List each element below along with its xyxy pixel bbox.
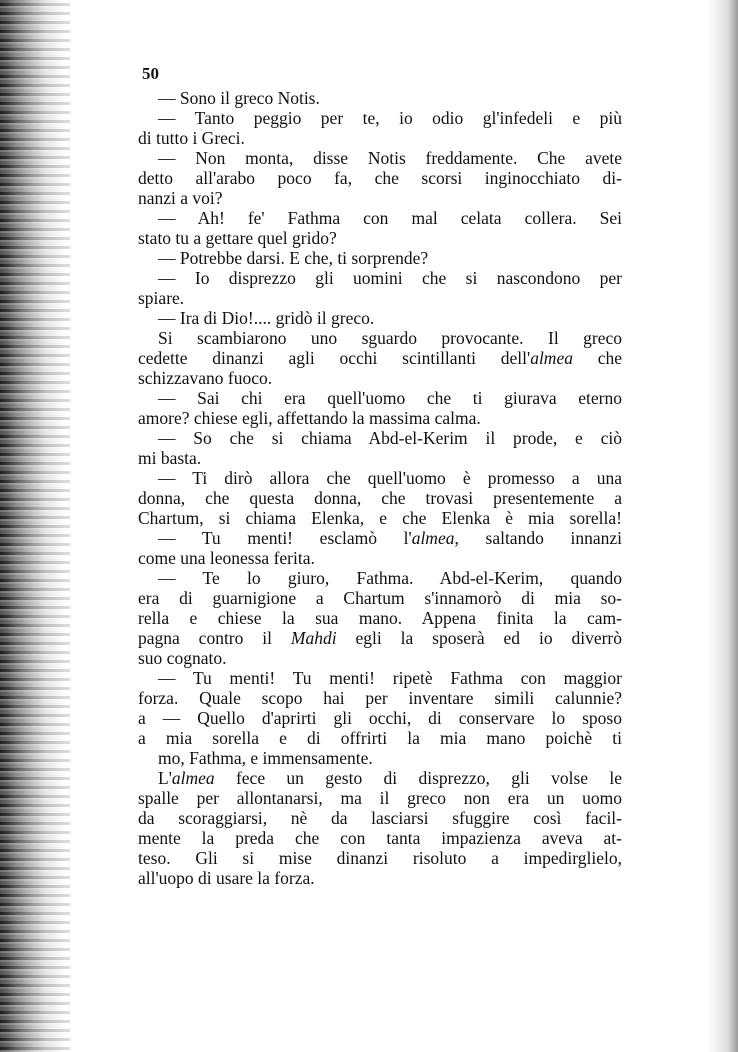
text-line (138, 428, 622, 448)
text-segment: — Te lo giuro, Fathma. Abd-el-Kerim, quando (158, 568, 622, 588)
text-segment: di tutto i Greci. (138, 128, 245, 148)
text-segment: forza. Quale scopo hai per inventare simili calunnie? (138, 688, 622, 708)
text-line (138, 508, 622, 528)
text-segment: egli la sposerà ed io diverrò (336, 628, 622, 648)
text-segment: — Ti dirò allora che quell'uomo è promesso a una (158, 468, 622, 488)
text-line (138, 628, 622, 648)
text-segment: all'uopo di usare la forza. (138, 868, 315, 888)
text-segment: — Ira di Dio!.... gridò il greco. (158, 308, 375, 328)
text-line (138, 608, 622, 628)
text-line (138, 268, 622, 288)
text-segment: mo, Fathma, e immensamente. (158, 748, 373, 768)
text-segment: a — Quello d'aprirti gli occhi, di conservare lo sposo (138, 708, 622, 728)
text-segment: nanzi a voi? (138, 188, 223, 208)
text-segment: , saltando innanzi (454, 528, 622, 548)
text-line (138, 688, 622, 708)
text-segment: — Sono il greco Notis. (158, 88, 320, 108)
text-line (138, 568, 622, 588)
italic-word: almea (411, 528, 455, 548)
text-line (138, 828, 622, 848)
text-line (138, 788, 622, 808)
text-segment: — Ah! fe' Fathma con mal celata collera. Sei (158, 208, 622, 228)
text-line (138, 228, 622, 248)
text-line (138, 288, 622, 308)
text-segment: — Tu menti! Tu menti! ripetè Fathma con maggior (158, 668, 622, 688)
text-line (138, 768, 622, 788)
page-number: 50 (142, 64, 159, 83)
body-text (138, 88, 622, 888)
text-line (138, 348, 622, 368)
text-segment: — So che si chiama Abd-el-Kerim il prode, e ciò (158, 428, 622, 448)
text-line (138, 408, 622, 428)
text-segment: era di guarnigione a Chartum s'innamorò di mia so- (138, 588, 622, 608)
text-line (138, 88, 622, 108)
text-line (138, 148, 622, 168)
italic-word: Mahdi (290, 628, 337, 648)
text-line (138, 368, 622, 388)
text-segment: come una leonessa ferita. (138, 548, 315, 568)
text-line (138, 308, 622, 328)
italic-word: almea (171, 768, 215, 788)
text-segment: pagna contro il (138, 628, 291, 648)
text-line (138, 168, 622, 188)
text-line (138, 728, 622, 748)
text-segment: spiare. (138, 288, 185, 308)
text-line (138, 648, 622, 668)
text-segment: L' (158, 768, 172, 788)
text-segment: mi basta. (138, 448, 202, 468)
text-line (138, 708, 622, 728)
text-segment: — Non monta, disse Notis freddamente. Che avete (158, 148, 622, 168)
text-segment: — Io disprezzo gli uomini che si nascondono per (158, 268, 622, 288)
text-line (138, 748, 622, 768)
text-segment: detto all'arabo poco fa, che scorsi inginocchiato di- (138, 168, 622, 188)
text-line (138, 868, 622, 888)
text-segment: spalle per allontanarsi, ma il greco non era un uomo (138, 788, 622, 808)
text-segment: schizzavano fuoco. (138, 368, 273, 388)
text-segment: teso. Gli si mise dinanzi risoluto a impedirglielo, (138, 848, 622, 868)
text-line (138, 448, 622, 468)
text-line (138, 128, 622, 148)
text-segment: a mia sorella e di offrirti la mia mano poichè ti (138, 728, 622, 748)
text-segment: cedette dinanzi agli occhi scintillanti dell' (138, 348, 531, 368)
text-segment: suo cognato. (138, 648, 227, 668)
text-line (138, 588, 622, 608)
text-line (138, 108, 622, 128)
scan-page-edge (698, 0, 738, 1052)
text-segment: — Potrebbe darsi. E che, ti sorprende? (158, 248, 429, 268)
text-segment: — Sai chi era quell'uomo che ti giurava eterno (158, 388, 622, 408)
text-line (138, 848, 622, 868)
text-line (138, 388, 622, 408)
text-segment: rella e chiese la sua mano. Appena finita la cam- (138, 608, 622, 628)
text-line (138, 248, 622, 268)
text-segment: — Tanto peggio per te, io odio gl'infedeli e più (158, 108, 622, 128)
text-line (138, 668, 622, 688)
text-segment: mente la preda che con tanta impazienza aveva at- (138, 828, 622, 848)
text-line (138, 208, 622, 228)
text-segment: donna, che questa donna, che trovasi presentemente a (138, 488, 622, 508)
text-segment: — Tu menti! esclamò l' (158, 528, 412, 548)
text-line (138, 468, 622, 488)
text-segment: che (572, 348, 622, 368)
italic-word: almea (530, 348, 573, 368)
scan-binding-shadow (0, 0, 70, 1052)
text-line (138, 808, 622, 828)
text-line (138, 328, 622, 348)
text-line (138, 188, 622, 208)
text-line (138, 548, 622, 568)
text-segment: da scoraggiarsi, nè da lasciarsi sfuggire così facil- (138, 808, 622, 828)
text-segment: fece un gesto di disprezzo, gli volse le (214, 768, 622, 788)
text-segment: Si scambiarono uno sguardo provocante. Il greco (158, 328, 622, 348)
text-line (138, 528, 622, 548)
text-segment: stato tu a gettare quel grido? (138, 228, 337, 248)
text-segment: Chartum, si chiama Elenka, e che Elenka è mia sorella! (138, 508, 622, 528)
text-line (138, 488, 622, 508)
text-segment: amore? chiese egli, affettando la massima calma. (138, 408, 481, 428)
